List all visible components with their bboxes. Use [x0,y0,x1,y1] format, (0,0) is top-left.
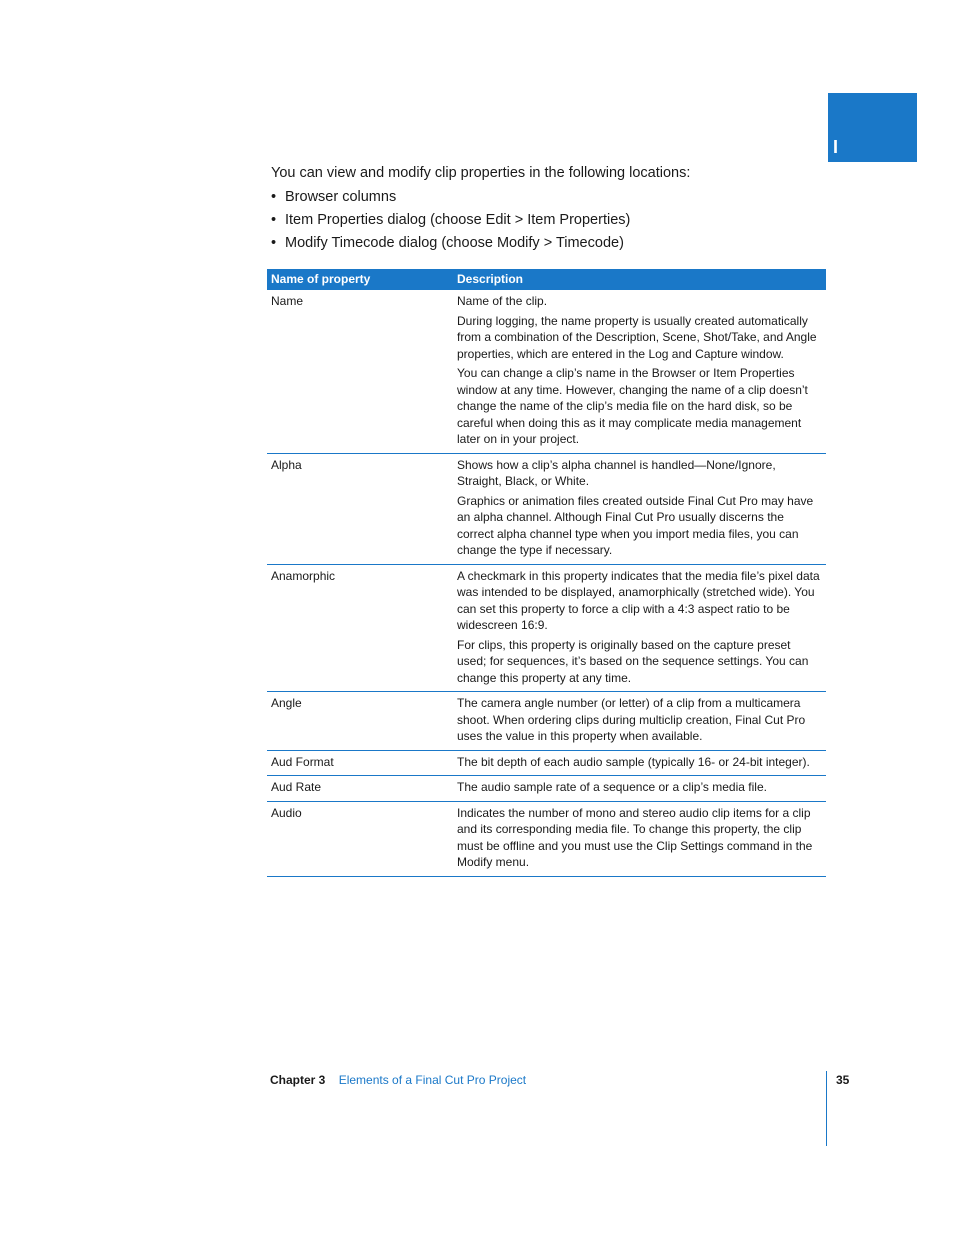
chapter-label: Chapter 3 [270,1073,326,1087]
property-name: Anamorphic [267,564,453,692]
page-number: 35 [836,1073,850,1087]
header-description: Description [453,269,826,290]
description-paragraph: The audio sample rate of a sequence or a clip’s media file. [457,780,767,794]
property-name: Name [267,290,453,453]
intro-lead: You can view and modify clip properties in the following locations: [271,165,691,181]
list-item-text: Item Properties dialog (choose Edit > Item Properties) [285,212,631,228]
description-paragraph: Graphics or animation files created outside Final Cut Pro may have an alpha channel. Although Final Cut Pro usually discerns the correct alpha channel type when you import media files, you can change the type if necessary. [457,493,814,557]
description-paragraph: Name of the clip. [457,294,548,308]
property-description [453,564,826,692]
property-description [453,750,826,776]
description-paragraph: During logging, the name property is usually created automatically from a combination of the Description, Scene, Shot/Take, and Angle properties, which are entered in the Log and Capture window. [457,313,817,361]
description-paragraph: For clips, this property is originally based on the capture preset used; for sequences, it’s based on the sequence settings. You can change this property at any time. [457,637,809,685]
intro-section [271,162,831,255]
list-item [271,232,831,255]
list-item [271,186,831,209]
property-description [453,453,826,564]
property-description [453,776,826,802]
description-paragraph: A checkmark in this property indicates that the media file’s pixel data was intended to be displayed, anamorphically (stretched wide). You can set this property to force a clip with a 4:3 aspect ratio to be widescreen 16:9. [457,568,820,632]
property-name: Angle [267,692,453,751]
chapter-tab [828,93,917,162]
list-item-text: Browser columns [285,189,397,205]
list-item-text: Modify Timecode dialog (choose Modify > Timecode) [285,235,624,251]
description-paragraph: Shows how a clip’s alpha channel is handled—None/Ignore, Straight, Black, or White. [457,457,776,488]
property-name: Aud Rate [267,776,453,802]
property-description [453,801,826,876]
footer-divider [826,1071,827,1146]
description-paragraph: The camera angle number (or letter) of a clip from a multicamera shoot. When ordering clips during multiclip creation, Final Cut Pro uses the value in this property when available. [457,696,806,743]
header-name-of-property: Name of property [267,269,453,290]
chapter-title-link[interactable]: Elements of a Final Cut Pro Project [338,1073,527,1087]
bullet-icon: • [271,189,277,205]
bullet-icon: • [271,235,277,251]
property-name: Alpha [267,453,453,564]
property-description [453,290,826,453]
bullet-icon: • [271,212,277,228]
description-paragraph: Indicates the number of mono and stereo audio clip items for a clip and its corresponding media file. To change this property, the clip must be offline and you must use the Clip Settings command in the Modify menu. [457,805,813,869]
table-row [267,776,826,802]
locations-list [271,186,831,255]
description-paragraph: You can change a clip’s name in the Browser or Item Properties window at any time. However, changing the name of a clip doesn’t change the name of the clip’s media file on the hard disk, so be careful when doing this as it may complicate media management later on in your project. [457,366,808,446]
property-name: Audio [267,801,453,876]
table-row [267,801,826,876]
list-item [271,209,831,232]
table-row [267,692,826,751]
property-description [453,692,826,751]
property-name: Aud Format [267,750,453,776]
table-row [267,290,826,453]
description-paragraph: The bit depth of each audio sample (typically 16- or 24-bit integer). [457,754,810,769]
table-row [267,453,826,564]
table-header-row [267,269,826,290]
page-footer [270,1073,526,1087]
chapter-tab-mark: I [833,137,839,157]
properties-table [267,269,826,877]
table-row [267,564,826,692]
table-row [267,750,826,776]
